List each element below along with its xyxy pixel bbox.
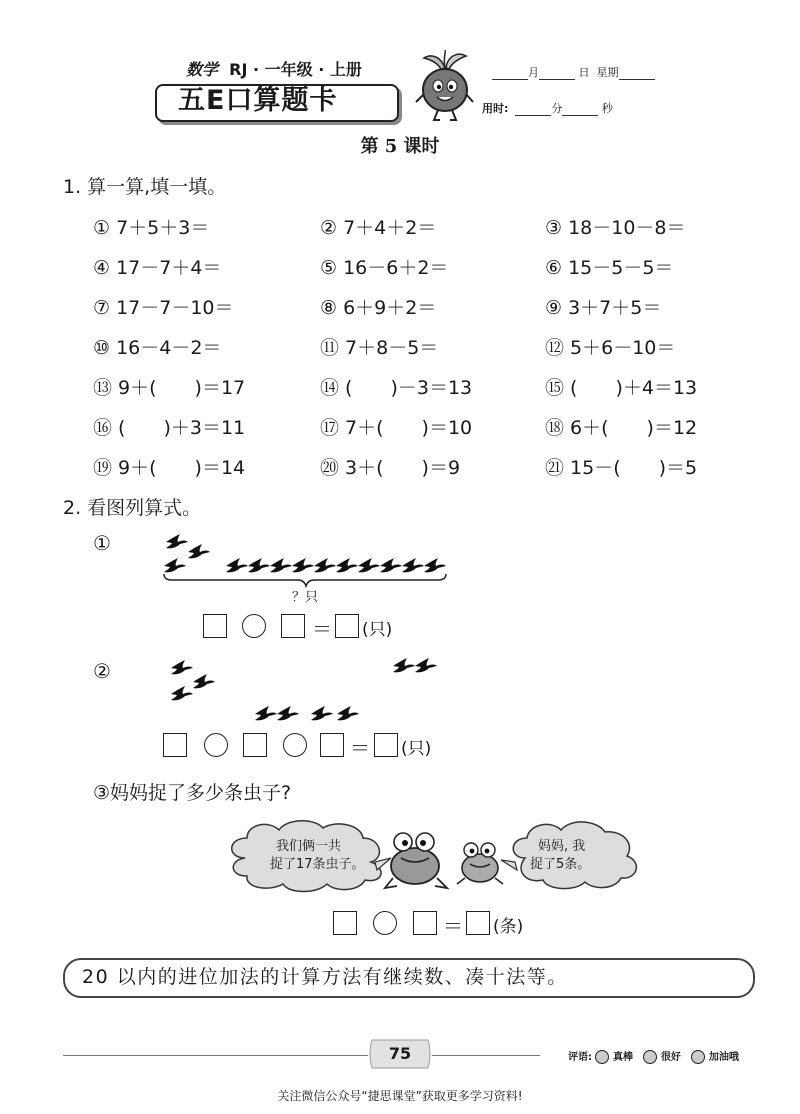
q1-operator-circle[interactable] — [242, 614, 266, 638]
bird-icon — [188, 544, 210, 558]
bird-icon — [336, 558, 358, 572]
bird-icon — [171, 686, 193, 700]
q1-equals: ＝ — [312, 617, 332, 641]
small-frog-icon — [457, 843, 503, 884]
q1-answer-box-2[interactable] — [281, 614, 305, 638]
problem-20[interactable]: ⑳ 3＋( )＝9 — [320, 457, 461, 479]
problem-7[interactable]: ⑦ 17－7－10＝ — [93, 297, 234, 319]
problem-1[interactable]: ① 7＋5＋3＝ — [93, 217, 210, 239]
second-blank[interactable] — [562, 103, 598, 116]
q3-operator-circle[interactable] — [373, 911, 397, 935]
q1-answer-box-1[interactable] — [203, 614, 227, 638]
bird-icon — [226, 558, 248, 572]
bird-icon — [337, 706, 359, 720]
day-label: 日 — [578, 66, 590, 79]
bird-icon — [314, 558, 336, 572]
time-line — [482, 100, 613, 116]
problem-4[interactable]: ④ 17－7＋4＝ — [93, 257, 222, 279]
problem-5[interactable]: ⑤ 16－6＋2＝ — [320, 257, 449, 279]
right-bubble-line-1: 妈妈, 我 — [538, 839, 586, 854]
left-bubble-line-2: 捉了17条虫子。 — [270, 857, 365, 872]
q2-picture — [165, 650, 455, 728]
q2-answer-box-3[interactable] — [320, 733, 344, 757]
weekday-label: 星期 — [596, 66, 619, 79]
minute-blank[interactable] — [515, 103, 551, 116]
header-subtitle — [186, 57, 362, 80]
bird-icon — [171, 660, 193, 674]
section1-title: 1. 算一算,填一填。 — [63, 176, 227, 198]
problem-9[interactable]: ⑨ 3＋7＋5＝ — [545, 297, 662, 319]
problem-15[interactable]: ⑮ ( )＋4＝13 — [545, 377, 698, 399]
second-label: 秒 — [601, 102, 613, 115]
problem-16[interactable]: ⑯ ( )＋3＝11 — [93, 417, 246, 439]
lesson-title: 第 5 课时 — [360, 136, 440, 157]
bird-icon — [393, 658, 415, 672]
problem-6[interactable]: ⑥ 15－5－5＝ — [545, 257, 674, 279]
bottom-note: 关注微信公众号“捷思课堂”获取更多学习资料! — [277, 1089, 523, 1103]
bird-icon — [164, 558, 186, 572]
q2-answer-box-4[interactable] — [374, 733, 398, 757]
bird-icon — [415, 658, 437, 672]
problem-8[interactable]: ⑧ 6＋9＋2＝ — [320, 297, 437, 319]
q3-answer-box-3[interactable] — [466, 911, 490, 935]
q2-operator-circle-1[interactable] — [204, 733, 228, 757]
time-label: 用时: — [482, 102, 509, 115]
right-bubble-line-2: 捉了5条。 — [530, 857, 591, 872]
problem-19[interactable]: ⑲ 9＋( )＝14 — [93, 457, 246, 479]
bird-icon — [166, 534, 188, 548]
date-line — [492, 64, 655, 80]
bird-icon — [193, 674, 215, 688]
problem-21[interactable]: ㉑ 15－( )＝5 — [545, 457, 698, 479]
q3-equals: ＝ — [443, 914, 463, 938]
bird-icon — [270, 558, 292, 572]
q1-number: ① — [93, 531, 111, 555]
bird-icon — [255, 706, 277, 720]
q3-answer-box-2[interactable] — [413, 911, 437, 935]
q2-unit: (只) — [401, 739, 432, 759]
q3-question: ③妈妈捉了多少条虫子? — [93, 782, 292, 804]
bird-icon — [277, 706, 299, 720]
q1-unit: (只) — [362, 620, 393, 640]
problem-18[interactable]: ⑱ 6＋( )＝12 — [545, 417, 698, 439]
evaluation-row — [568, 1048, 739, 1064]
problem-3[interactable]: ③ 18－10－8＝ — [545, 217, 686, 239]
month-blank[interactable] — [492, 67, 528, 80]
day-blank[interactable] — [539, 67, 575, 80]
weekday-blank[interactable] — [619, 67, 655, 80]
problem-13[interactable]: ⑬ 9＋( )＝17 — [93, 377, 246, 399]
big-frog-icon — [385, 833, 447, 888]
section2-title: 2. 看图列算式。 — [63, 497, 202, 519]
bird-icon — [424, 558, 446, 572]
q3-answer-box-1[interactable] — [333, 911, 357, 935]
problem-14[interactable]: ⑭ ( )－3＝13 — [320, 377, 473, 399]
q1-brace — [164, 574, 446, 586]
eval-label: 评语: — [568, 1052, 592, 1063]
smile-icon[interactable] — [643, 1050, 657, 1064]
sad-face-icon[interactable] — [691, 1050, 705, 1064]
footer-rule-right — [432, 1055, 540, 1056]
minute-label: 分 — [551, 102, 563, 115]
title-logo: 五E口算题卡 — [178, 85, 338, 116]
page-number: 75 — [388, 1044, 412, 1063]
problem-17[interactable]: ⑰ 7＋( )＝10 — [320, 417, 473, 439]
bird-icon — [248, 558, 270, 572]
bird-icon — [292, 558, 314, 572]
header-subject: 数学 — [186, 60, 219, 79]
bird-icon — [311, 706, 333, 720]
problem-2[interactable]: ② 7＋4＋2＝ — [320, 217, 437, 239]
left-bubble-line-1: 我们俩一共 — [276, 839, 342, 854]
q2-equals: ＝ — [350, 736, 370, 760]
smile-big-icon[interactable] — [595, 1050, 609, 1064]
tip-text: 20 以内的进位加法的计算方法有继续数、凑十法等。 — [82, 966, 568, 988]
q2-answer-box-1[interactable] — [163, 733, 187, 757]
q2-answer-box-2[interactable] — [243, 733, 267, 757]
problem-11[interactable]: ⑪ 7＋8－5＝ — [320, 337, 439, 359]
bird-icon — [402, 558, 424, 572]
bird-group-bottom — [164, 558, 446, 572]
bird-group-top — [166, 534, 210, 558]
eval-option-2: 很好 — [660, 1052, 681, 1063]
header-edition: RJ · 一年级 · 上册 — [229, 60, 362, 79]
eval-option-3: 加油哦 — [708, 1052, 739, 1063]
bird-icon — [358, 558, 380, 572]
q1-brace-label: ？只 — [292, 590, 319, 605]
right-bubble-text — [530, 838, 590, 874]
problem-10[interactable]: ⑩ 16－4－2＝ — [93, 337, 222, 359]
left-bubble-text — [270, 838, 365, 874]
footer-rule-left — [63, 1055, 368, 1056]
q1-answer-box-3[interactable] — [335, 614, 359, 638]
problem-12[interactable]: ⑫ 5＋6－10＝ — [545, 337, 676, 359]
eval-option-1: 真棒 — [612, 1052, 633, 1063]
q2-number: ② — [93, 659, 111, 683]
q2-operator-circle-2[interactable] — [283, 733, 307, 757]
q3-unit: (条) — [493, 917, 524, 937]
month-label: 月 — [528, 66, 539, 79]
bird-icon — [380, 558, 402, 572]
radish-mascot-icon — [410, 50, 480, 122]
